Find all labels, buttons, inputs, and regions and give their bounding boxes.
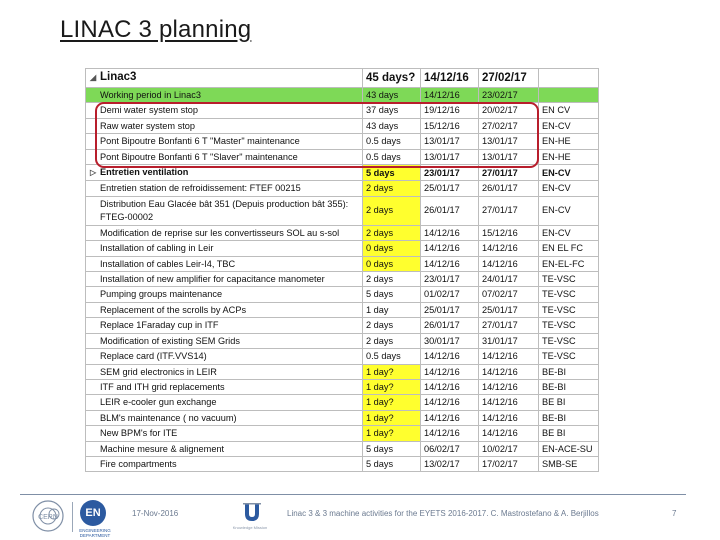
svg-text:CERN: CERN bbox=[38, 514, 58, 521]
table-row bbox=[86, 302, 599, 317]
task-duration: 0.5 days bbox=[363, 149, 421, 164]
task-start: 14/12/16 bbox=[421, 225, 479, 240]
task-start: 14/12/16 bbox=[421, 364, 479, 379]
task-duration: 1 day? bbox=[363, 426, 421, 441]
unesco-logo-icon bbox=[240, 500, 264, 524]
task-group: EN EL FC bbox=[539, 241, 599, 256]
task-start: 26/01/17 bbox=[421, 196, 479, 225]
expand-caret-icon[interactable]: ▷ bbox=[90, 168, 97, 178]
task-duration: 5 days bbox=[363, 165, 421, 181]
task-group: SMB-SE bbox=[539, 456, 599, 471]
task-end: 14/12/16 bbox=[479, 256, 539, 271]
task-name: BLM's maintenance ( no vacuum) bbox=[86, 410, 363, 425]
task-name: Pumping groups maintenance bbox=[86, 287, 363, 302]
task-group: TE-VSC bbox=[539, 349, 599, 364]
task-start: 13/01/17 bbox=[421, 149, 479, 164]
task-end: 14/12/16 bbox=[479, 241, 539, 256]
task-end: 14/12/16 bbox=[479, 364, 539, 379]
table-row bbox=[86, 225, 599, 240]
table-row bbox=[86, 379, 599, 394]
task-group: EN CV bbox=[539, 103, 599, 118]
table-row bbox=[86, 456, 599, 471]
task-name: LEIR e-cooler gun exchange bbox=[86, 395, 363, 410]
task-start: 01/02/17 bbox=[421, 287, 479, 302]
task-name: Pont Bipoutre Bonfanti 6 T "Slaver" maintenance bbox=[86, 149, 363, 164]
task-end: 07/02/17 bbox=[479, 287, 539, 302]
task-duration: 1 day? bbox=[363, 395, 421, 410]
task-duration: 2 days bbox=[363, 333, 421, 348]
task-start: 26/01/17 bbox=[421, 318, 479, 333]
task-duration: 1 day bbox=[363, 302, 421, 317]
task-end: 31/01/17 bbox=[479, 333, 539, 348]
task-start: 14/12/16 bbox=[421, 410, 479, 425]
task-name: Installation of cabling in Leir bbox=[86, 241, 363, 256]
task-name: Installation of cables Leir-I4, TBC bbox=[86, 256, 363, 271]
task-group: EN-EL-FC bbox=[539, 256, 599, 271]
task-group: EN-CV bbox=[539, 225, 599, 240]
task-duration: 0 days bbox=[363, 256, 421, 271]
task-name: SEM grid electronics in LEIR bbox=[86, 364, 363, 379]
task-name: Replacement of the scrolls by ACPs bbox=[86, 302, 363, 317]
task-group bbox=[539, 88, 599, 103]
task-name: Replace 1Faraday cup in ITF bbox=[86, 318, 363, 333]
task-duration: 43 days bbox=[363, 88, 421, 103]
task-name: Entretien ventilation bbox=[100, 167, 189, 178]
unesco-logo-subtitle: Knowledge Mission bbox=[232, 525, 268, 530]
task-end: 17/02/17 bbox=[479, 456, 539, 471]
task-start: 25/01/17 bbox=[421, 302, 479, 317]
table-row bbox=[86, 256, 599, 271]
task-start: 14/12/16 bbox=[421, 241, 479, 256]
en-logo: EN bbox=[80, 500, 106, 526]
task-end: 26/01/17 bbox=[479, 181, 539, 196]
task-duration: 43 days bbox=[363, 118, 421, 133]
task-end: 27/01/17 bbox=[479, 318, 539, 333]
slide-title: LINAC 3 planning bbox=[60, 16, 252, 43]
task-group: EN-ACE-SU bbox=[539, 441, 599, 456]
task-group: EN-CV bbox=[539, 181, 599, 196]
header-duration: 45 days? bbox=[363, 69, 421, 88]
en-logo-subtitle: ENGINEERING DEPARTMENT bbox=[79, 528, 111, 538]
header-group bbox=[539, 69, 599, 88]
task-group: EN-CV bbox=[539, 165, 599, 181]
task-duration: 1 day? bbox=[363, 410, 421, 425]
table-row bbox=[86, 333, 599, 348]
task-end: 23/02/17 bbox=[479, 88, 539, 103]
task-duration: 2 days bbox=[363, 272, 421, 287]
task-name: Distribution Eau Glacée bât 351 (Depuis production bât 355): FTEG-00002 bbox=[86, 196, 363, 225]
task-duration: 1 day? bbox=[363, 364, 421, 379]
table-row bbox=[86, 426, 599, 441]
task-start: 23/01/17 bbox=[421, 165, 479, 181]
task-start: 14/12/16 bbox=[421, 379, 479, 394]
table-row bbox=[86, 241, 599, 256]
task-start: 30/01/17 bbox=[421, 333, 479, 348]
collapse-caret-icon[interactable]: ◢ bbox=[90, 73, 97, 83]
task-start: 13/01/17 bbox=[421, 134, 479, 149]
footer-date: 17-Nov-2016 bbox=[132, 509, 179, 518]
table-row bbox=[86, 318, 599, 333]
table-row bbox=[86, 349, 599, 364]
table-row bbox=[86, 181, 599, 196]
task-duration: 2 days bbox=[363, 318, 421, 333]
task-group: BE-BI bbox=[539, 410, 599, 425]
table-row bbox=[86, 410, 599, 425]
task-name: Pont Bipoutre Bonfanti 6 T "Master" maintenance bbox=[86, 134, 363, 149]
task-end: 25/01/17 bbox=[479, 302, 539, 317]
task-duration: 1 day? bbox=[363, 379, 421, 394]
task-duration: 5 days bbox=[363, 287, 421, 302]
task-duration: 5 days bbox=[363, 456, 421, 471]
task-end: 27/01/17 bbox=[479, 165, 539, 181]
task-end: 14/12/16 bbox=[479, 395, 539, 410]
task-end: 27/01/17 bbox=[479, 196, 539, 225]
task-duration: 0.5 days bbox=[363, 349, 421, 364]
task-start: 14/12/16 bbox=[421, 349, 479, 364]
task-end: 24/01/17 bbox=[479, 272, 539, 287]
task-name: ITF and ITH grid replacements bbox=[86, 379, 363, 394]
table-row bbox=[86, 196, 599, 225]
task-start: 14/12/16 bbox=[421, 426, 479, 441]
task-name: Replace card (ITF.VVS14) bbox=[86, 349, 363, 364]
header-end: 27/02/17 bbox=[479, 69, 539, 88]
cern-logo-icon bbox=[30, 498, 66, 534]
task-start: 19/12/16 bbox=[421, 103, 479, 118]
task-start: 13/02/17 bbox=[421, 456, 479, 471]
task-end: 14/12/16 bbox=[479, 410, 539, 425]
task-group: BE BI bbox=[539, 395, 599, 410]
task-start: 25/01/17 bbox=[421, 181, 479, 196]
table-header-row bbox=[86, 69, 599, 88]
task-name: Entretien station de refroidissement: FTEF 00215 bbox=[86, 181, 363, 196]
task-name: Installation of new amplifier for capacitance manometer bbox=[86, 272, 363, 287]
task-end: 14/12/16 bbox=[479, 379, 539, 394]
task-group: EN-CV bbox=[539, 118, 599, 133]
task-name: Machine mesure & alignement bbox=[86, 441, 363, 456]
task-duration: 37 days bbox=[363, 103, 421, 118]
task-duration: 5 days bbox=[363, 441, 421, 456]
task-start: 14/12/16 bbox=[421, 88, 479, 103]
table-row bbox=[86, 287, 599, 302]
task-name: Fire compartments bbox=[86, 456, 363, 471]
table-row bbox=[86, 364, 599, 379]
task-group: TE-VSC bbox=[539, 333, 599, 348]
task-duration: 0.5 days bbox=[363, 134, 421, 149]
task-group: TE-VSC bbox=[539, 272, 599, 287]
task-end: 13/01/17 bbox=[479, 134, 539, 149]
task-end: 14/12/16 bbox=[479, 349, 539, 364]
task-name: Working period in Linac3 bbox=[86, 88, 363, 103]
task-end: 20/02/17 bbox=[479, 103, 539, 118]
task-start: 23/01/17 bbox=[421, 272, 479, 287]
task-start: 06/02/17 bbox=[421, 441, 479, 456]
task-end: 13/01/17 bbox=[479, 149, 539, 164]
header-start: 14/12/16 bbox=[421, 69, 479, 88]
task-group: TE-VSC bbox=[539, 318, 599, 333]
task-group: TE-VSC bbox=[539, 287, 599, 302]
table-row bbox=[86, 441, 599, 456]
task-group: BE BI bbox=[539, 426, 599, 441]
header-task-name: Linac3 bbox=[100, 71, 137, 84]
table-row bbox=[86, 272, 599, 287]
task-end: 10/02/17 bbox=[479, 441, 539, 456]
task-duration: 0 days bbox=[363, 241, 421, 256]
task-name: Raw water system stop bbox=[86, 118, 363, 133]
footer-divider bbox=[20, 494, 686, 495]
task-group: EN-HE bbox=[539, 134, 599, 149]
task-group: EN-CV bbox=[539, 196, 599, 225]
table-row bbox=[86, 395, 599, 410]
task-group: BE-BI bbox=[539, 379, 599, 394]
task-name: Modification de reprise sur les convertisseurs SOL au s-sol bbox=[86, 225, 363, 240]
task-group: EN-HE bbox=[539, 149, 599, 164]
task-duration: 2 days bbox=[363, 196, 421, 225]
task-group: TE-VSC bbox=[539, 302, 599, 317]
page-number: 7 bbox=[672, 509, 677, 518]
task-name: Modification of existing SEM Grids bbox=[86, 333, 363, 348]
task-name: Demi water system stop bbox=[86, 103, 363, 118]
footer-text: Linac 3 & 3 machine activities for the EYETS 2016-2017. C. Mastrostefano & A. Berjillos bbox=[287, 509, 599, 518]
task-duration: 2 days bbox=[363, 181, 421, 196]
task-end: 14/12/16 bbox=[479, 426, 539, 441]
task-group: BE-BI bbox=[539, 364, 599, 379]
task-start: 14/12/16 bbox=[421, 256, 479, 271]
task-start: 15/12/16 bbox=[421, 118, 479, 133]
table-row bbox=[86, 88, 599, 103]
highlight-box bbox=[95, 102, 539, 168]
task-end: 15/12/16 bbox=[479, 225, 539, 240]
task-start: 14/12/16 bbox=[421, 395, 479, 410]
task-name: New BPM's for ITE bbox=[86, 426, 363, 441]
task-end: 27/02/17 bbox=[479, 118, 539, 133]
task-duration: 2 days bbox=[363, 225, 421, 240]
